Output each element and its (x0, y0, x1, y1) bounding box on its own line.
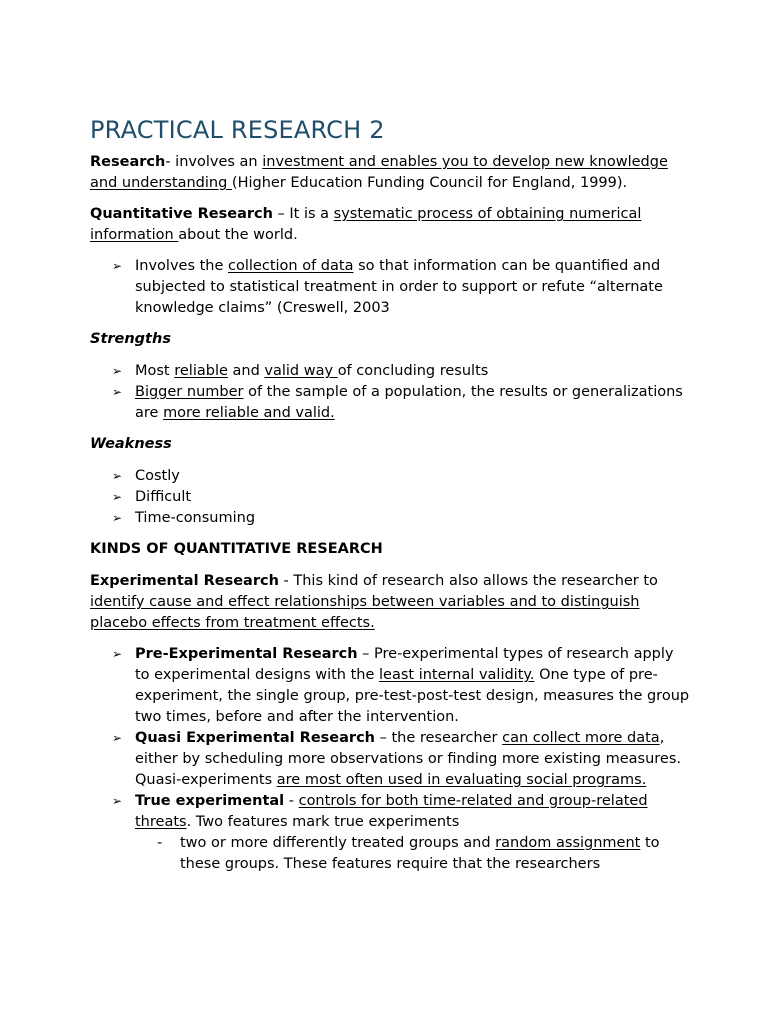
arrow-bullet-icon: ➢ (112, 731, 123, 745)
experimental-term: Experimental Research (90, 573, 279, 589)
list-item (90, 382, 690, 424)
arrow-bullet-icon: ➢ (112, 259, 123, 273)
kinds-heading: KINDS OF QUANTITATIVE RESEARCH (90, 541, 383, 557)
list-item (90, 644, 690, 728)
bullet-text: One type of pre-experiment, the single group, pre-test-post-test design, measures the group two times, before and after the intervention. (135, 667, 690, 725)
bullet-text: Time-consuming (135, 510, 256, 526)
arrow-bullet-icon: ➢ (112, 647, 123, 661)
research-definition (90, 152, 690, 194)
bullet-underlined: Bigger number (135, 384, 244, 400)
dash-bullet-icon: - (157, 835, 163, 851)
research-underlined: investment and enables you to develop new knowledge and understanding (90, 154, 668, 191)
strengths-heading: Strengths (90, 331, 171, 347)
bullet-underlined: collection of data (228, 258, 354, 274)
list-item (90, 361, 690, 382)
bullet-text: two or more differently treated groups and (180, 835, 496, 851)
list-item (90, 728, 690, 791)
kind-term: True experimental (135, 793, 285, 809)
bullet-underlined: random assignment (495, 835, 641, 851)
experimental-definition (90, 571, 690, 634)
bullet-text: Costly (135, 468, 180, 484)
bullet-text: - (284, 793, 299, 809)
experimental-underlined: identify cause and effect relationships between variables and to distinguish placebo effects from treatment effects. (90, 594, 640, 631)
bullet-underlined: least internal validity. (379, 667, 535, 683)
bullet-text: , either by scheduling more observations or finding more existing measures. Quasi-experiments (135, 730, 682, 788)
list-item (90, 508, 690, 529)
weakness-list (90, 466, 690, 529)
bullet-text: Difficult (135, 489, 192, 505)
quantitative-text: – It is a (272, 206, 334, 222)
list-item (90, 487, 690, 508)
quantitative-term: Quantitative Research (90, 206, 273, 222)
arrow-bullet-icon: ➢ (112, 364, 123, 378)
quantitative-underlined: systematic process of obtaining numerical information (90, 206, 642, 243)
bullet-text: – the researcher (375, 730, 503, 746)
kind-term: Quasi Experimental Research (135, 730, 375, 746)
bullet-underlined: valid way (264, 363, 338, 379)
arrow-bullet-icon: ➢ (112, 385, 123, 399)
arrow-bullet-icon: ➢ (112, 490, 123, 504)
bullet-underlined: reliable (174, 363, 228, 379)
bullet-underlined: more reliable and valid. (163, 405, 335, 421)
bullet-text: Most (135, 363, 175, 379)
bullet-text: and (227, 363, 265, 379)
bullet-underlined: controls for both time-related and group-related threats (135, 793, 648, 830)
quantitative-definition (90, 204, 690, 246)
arrow-bullet-icon: ➢ (112, 469, 123, 483)
bullet-text: Involves the (135, 258, 229, 274)
bullet-text: to these groups. These features require that the researchers (180, 835, 660, 872)
arrow-bullet-icon: ➢ (112, 511, 123, 525)
experimental-text: - This kind of research also allows the researcher to (278, 573, 658, 589)
arrow-bullet-icon: ➢ (112, 794, 123, 808)
list-item (90, 466, 690, 487)
strengths-list (90, 361, 690, 424)
bullet-underlined: can collect more data (502, 730, 660, 746)
quantitative-text-end: about the world. (178, 227, 298, 243)
weakness-heading: Weakness (90, 436, 172, 452)
list-item (135, 833, 690, 875)
document-page (90, 115, 690, 885)
research-citation: (Higher Education Funding Council for England, 1999). (231, 175, 628, 191)
bullet-text: of concluding results (337, 363, 489, 379)
kinds-list (90, 644, 690, 875)
bullet-text: so that information can be quantified and subjected to statistical treatment in order to support or refute “alternate knowledge claims” (Creswell, 2003 (135, 258, 663, 316)
bullet-text: . Two features mark true experiments (186, 814, 460, 830)
bullet-text: of the sample of a population, the results or generalizations are (135, 384, 683, 421)
bullet-underlined: are most often used in evaluating social programs. (276, 772, 647, 788)
true-experimental-sublist (135, 833, 690, 875)
research-text: - involves an (165, 154, 263, 170)
quantitative-bullet-list (90, 256, 690, 319)
research-term: Research (90, 154, 166, 170)
list-item (90, 791, 690, 875)
kind-term: Pre-Experimental Research (135, 646, 358, 662)
list-item (90, 256, 690, 319)
page-title: PRACTICAL RESEARCH 2 (90, 116, 385, 144)
bullet-text: – Pre-experimental types of research apply to experimental designs with the (135, 646, 674, 683)
